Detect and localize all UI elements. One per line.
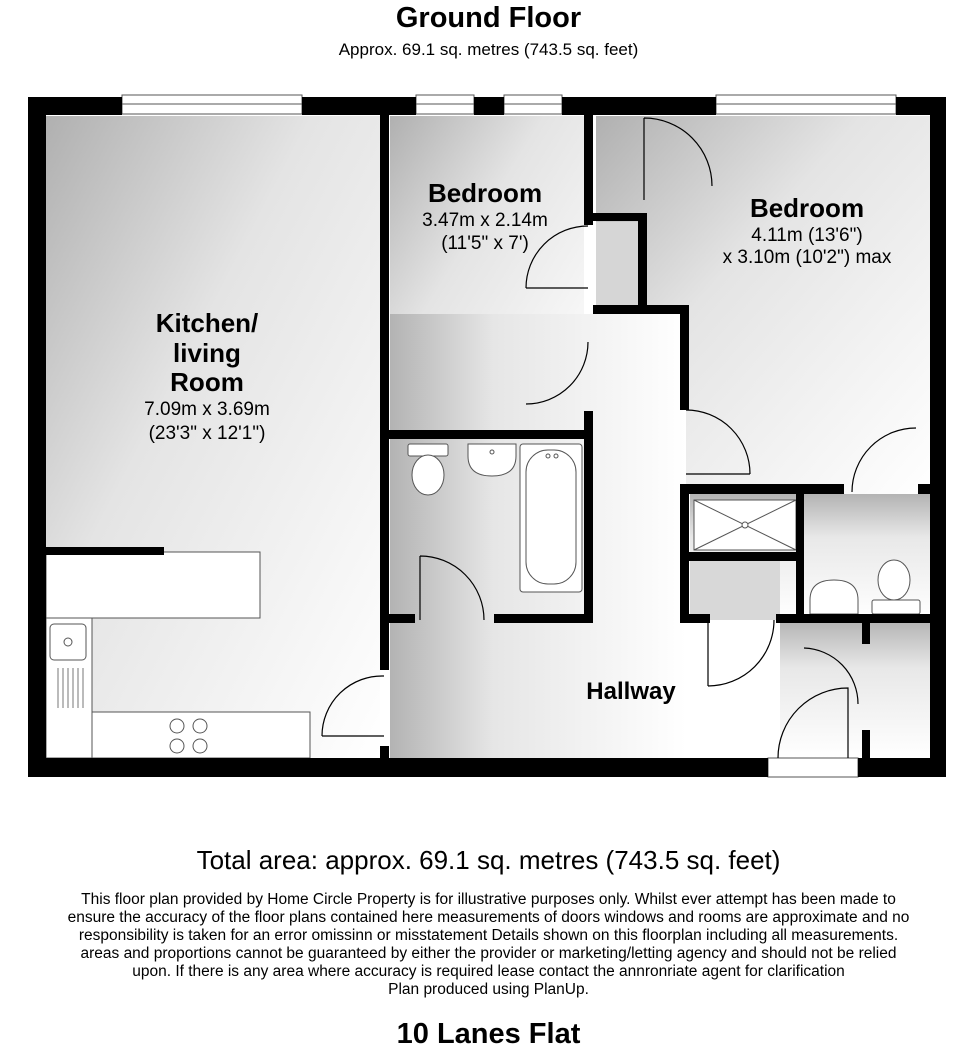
store-floor [690,560,780,620]
property-name: 10 Lanes Flat [396,1018,581,1050]
toilet-icon [412,455,444,495]
sink-tap [64,638,72,646]
bedroom2-name: Bedroom [749,193,865,223]
kitchen-name-line3: Room [170,367,244,397]
total-area: Total area: approx. 69.1 sq. metres (743.5 sq. feet) [196,845,781,875]
plan-subtitle: Approx. 69.1 sq. metres (743.5 sq. feet) [338,40,639,59]
kitchen-name-line2: living [173,338,241,368]
ensuite-basin-icon [810,580,858,614]
disclaimer-line: areas and proportions cannot be guaranteed by either the provider or marketing/letting agency and should not be relied [80,945,897,962]
entrance-lobby-floor [780,620,930,758]
bedroom1-name: Bedroom [427,178,543,208]
disclaimer-line: This floor plan provided by Home Circle Property is for illustrative purposes only. Whilst ever attempt has been made to [81,891,896,908]
kitchen-island [46,552,260,618]
ensuite-toilet-icon [878,560,910,600]
bedroom2-dim-imperial: x 3.10m (10'2") max [722,247,892,268]
kitchen-dim-imperial: (23'3" x 12'1") [148,423,266,444]
bedroom1-dim-metric: 3.47m x 2.14m [422,210,548,231]
hallway-name: Hallway [586,678,676,705]
basin-icon [468,444,516,476]
door-store [708,620,774,686]
disclaimer-line: Plan produced using PlanUp. [388,981,589,998]
ensuite-cistern [872,600,920,614]
disclaimer-line: upon. If there is any area where accuracy is required lease contact the annronriate agent for clarification [132,963,845,980]
plan-title: Ground Floor [395,2,582,34]
bedroom2-dim-metric: 4.11m (13'6") [751,225,863,246]
kitchen-dim-metric: 7.09m x 3.69m [144,399,270,420]
cupboard-floor [596,222,638,314]
bedroom1-dim-imperial: (11'5" x 7') [441,233,529,254]
disclaimer [4,891,973,999]
disclaimer-line: responsibility is taken for an error omissinn or misstatement Details shown on this floorplan including all measurements. [78,927,899,944]
toilet-cistern [408,444,448,456]
disclaimer-line: ensure the accuracy of the floor plans contained here measurements of doors windows and rooms are approximate and no [67,909,910,926]
kitchen-name-line1: Kitchen/ [155,308,259,338]
front-door-step [768,758,858,777]
